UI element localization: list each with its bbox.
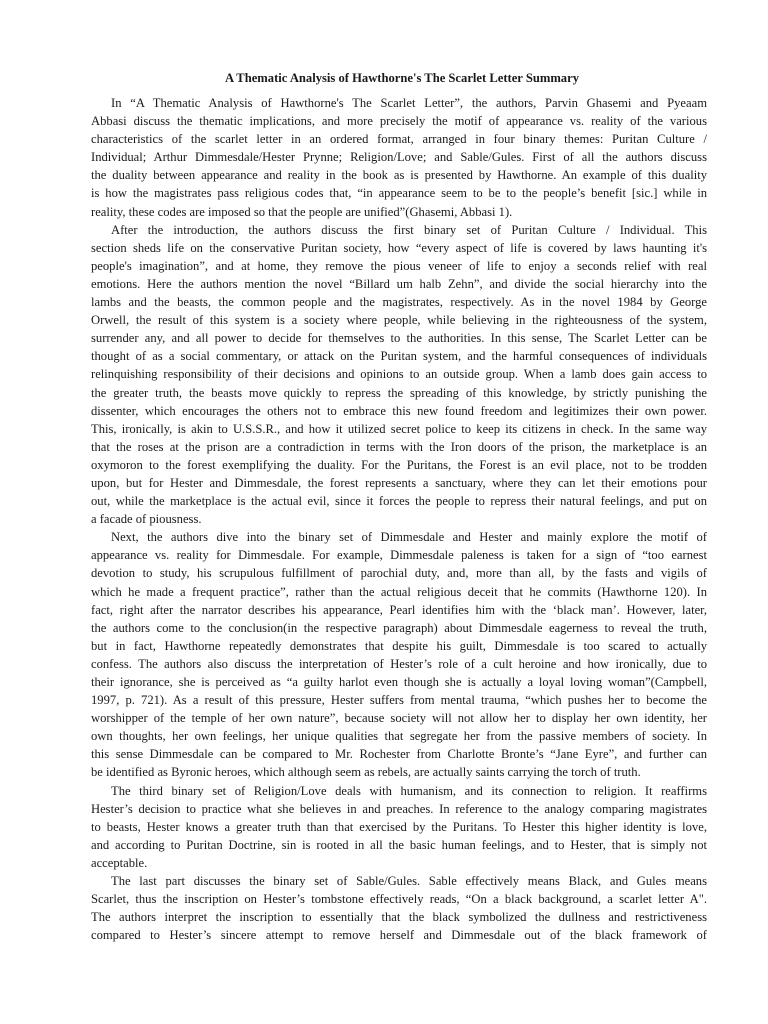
text-line: be identified as Byronic heroes, which although seem as rebels, are actually saints carrying the torch of truth. xyxy=(91,765,641,780)
text-line: section sheds life on the conservative Puritan society, how “every aspect of life is covered by laws haunting it's xyxy=(91,240,707,255)
text-line: the greater truth, the beasts move quickly to repress the spreading of this knowledge, by strictly punishing the xyxy=(91,385,707,400)
text-line: Individual; Arthur Dimmesdale/Hester Prynne; Religion/Love; and Sable/Gules. First of all the authors discuss xyxy=(91,150,707,165)
text-line: the duality between appearance and reality in the book as is presented by Hawthorne. An example of this duality xyxy=(91,168,707,183)
text-line: relinquishing responsibility of their decisions and opinions to an outside group. When a lamb does gain access to xyxy=(91,367,707,382)
text-line: which he made a frequent practice”, rather than the actual religious deceit that he commits (Hawthorne 120). In xyxy=(91,584,707,599)
body-paragraph xyxy=(91,782,707,872)
text-line: acceptable. xyxy=(91,855,148,870)
text-line: characteristics of the scarlet letter in an ordered format, arranged in four binary themes: Puritan Culture / xyxy=(91,132,707,147)
text-line: The third binary set of Religion/Love deals with humanism, and its connection to religion. It reaffirms xyxy=(111,783,707,798)
text-line: Scarlet, thus the inscription on Hester’s tombstone effectively reads, “On a black background, a scarlet letter A". xyxy=(91,892,707,907)
text-line: The authors interpret the inscription to essentially that the black symbolized the dullness and restrictiveness xyxy=(91,910,707,925)
text-line: appearance vs. reality for Dimmesdale. For example, Dimmesdale paleness is taken for a sign of “too earnest xyxy=(91,548,707,563)
text-line: to beasts, Hester knows a greater truth than that exercised by the Puritans. To Hester this higher identity is love, xyxy=(91,819,707,834)
text-line: devotion to study, his scrupulous fulfillment of parochial duty, and, more than all, by the fasts and vigils of xyxy=(91,566,707,581)
text-line: upon, but for Hester and Dimmesdale, the forest represents a sanctuary, where they can let their emotions pour xyxy=(91,475,707,490)
text-line: Hester’s decision to practice what she believes in and preaches. In reference to the analogy comparing magistrates xyxy=(91,801,707,816)
text-line: is how the magistrates pass religious codes that, “in appearance seem to be to the people’s benefit [sic.] while in xyxy=(91,186,707,201)
text-line: out, while the marketplace is the actual evil, since it forces the people to repress their natural feelings, and put on xyxy=(91,494,707,509)
text-line: that the roses at the prison are a contradiction in terms with the Iron doors of the prison, the marketplace is an xyxy=(91,439,707,454)
text-line: confess. The authors also discuss the interpretation of Hester’s role of a cult heroine and how ironically, due to xyxy=(91,656,707,671)
document-page xyxy=(91,69,707,944)
text-line: Abbasi discuss the thematic implications, and more precisely the motif of appearance vs. reality of the various xyxy=(91,114,707,129)
text-line: and according to Puritan Doctrine, sin is rooted in all the basic human feelings, and to Hester, that is simply not xyxy=(91,837,707,852)
text-line: this sense Dimmesdale can be compared to Mr. Rochester from Charlotte Bronte’s “Jane Eyre”, and further can xyxy=(91,747,707,762)
text-line: their ignorance, she is perceived as “a guilty harlot even though she is actually a loyal loving woman”(Campbell, xyxy=(91,675,707,689)
text-line: After the introduction, the authors discuss the first binary set of Puritan Culture / Individual. This xyxy=(111,222,707,237)
text-line: This, ironically, is akin to U.S.S.R., and how it utilized secret police to keep its citizens in check. In the same way xyxy=(91,421,707,436)
text-line: emotions. Here the authors mention the novel “Billard um halb Zehn”, and divide the social hierarchy into the xyxy=(91,276,707,291)
text-line: compared to Hester’s sincere attempt to remove herself and Dimmesdale out of the black framework of xyxy=(91,928,707,943)
body-paragraph xyxy=(91,221,707,529)
text-line: but in fact, Hawthorne repeatedly demonstrates that despite his guilt, Dimmesdale is too scared to actually xyxy=(91,638,707,653)
text-line: dissenter, which encourages the others not to embrace this new found freedom and legitimizes their own power. xyxy=(91,403,707,418)
text-line: reality, these codes are imposed so that the people are unified”(Ghasemi, Abbasi 1). xyxy=(91,204,513,219)
text-line: lambs and the beasts, the common people and the magistrates, respectively. As in the novel 1984 by George xyxy=(91,295,707,310)
text-line: fact, right after the narrator describes his appearance, Pearl identifies him with the ‘black man’. However, later, xyxy=(91,602,707,617)
text-line: The last part discusses the binary set of Sable/Gules. Sable effectively means Black, and Gules means xyxy=(111,874,707,889)
text-line: own thoughts, her own feelings, her unique qualities that segregate her from the passive members of society. In xyxy=(91,729,707,744)
text-line: thought of as a social commentary, or attack on the Puritan system, and the harmful consequences of individuals xyxy=(91,349,707,364)
text-line: Next, the authors dive into the binary set of Dimmesdale and Hester and mainly explore the motif of xyxy=(111,530,707,545)
text-line: 1997, p. 721). As a result of this pressure, Hester suffers from mental trauma, “which pushes her to become the xyxy=(91,693,707,708)
text-line: worshipper of the temple of her own nature”, because society will not allow her to display her own identity, her xyxy=(91,711,707,726)
document-title: A Thematic Analysis of Hawthorne's The Scarlet Letter Summary xyxy=(224,71,579,85)
text-line: a facade of piousness. xyxy=(91,512,202,527)
text-line: surrender any, and all power to decide for themselves to the authorities. In this sense, The Scarlet Letter can be xyxy=(91,331,707,346)
text-line: the authors come to the conclusion(in the respective paragraph) about Dimmesdale eagerness to reveal the truth, xyxy=(91,620,707,635)
document-body xyxy=(91,94,707,944)
body-paragraph xyxy=(91,94,707,221)
text-line: people's imagination”, and at home, they remove the pious veneer of life to enjoy a seconds relief with real xyxy=(91,258,707,273)
text-line: In “A Thematic Analysis of Hawthorne's The Scarlet Letter”, the authors, Parvin Ghasemi and Pyeaam xyxy=(111,96,707,110)
body-paragraph xyxy=(91,872,707,944)
text-line: oxymoron to the forest exemplifying the duality. For the Puritans, the Forest is an evil place, not to be trodden xyxy=(91,457,707,472)
body-paragraph xyxy=(91,528,707,781)
text-line: Orwell, the result of this system is a society where people, while believing in the righteousness of the system, xyxy=(91,313,707,328)
